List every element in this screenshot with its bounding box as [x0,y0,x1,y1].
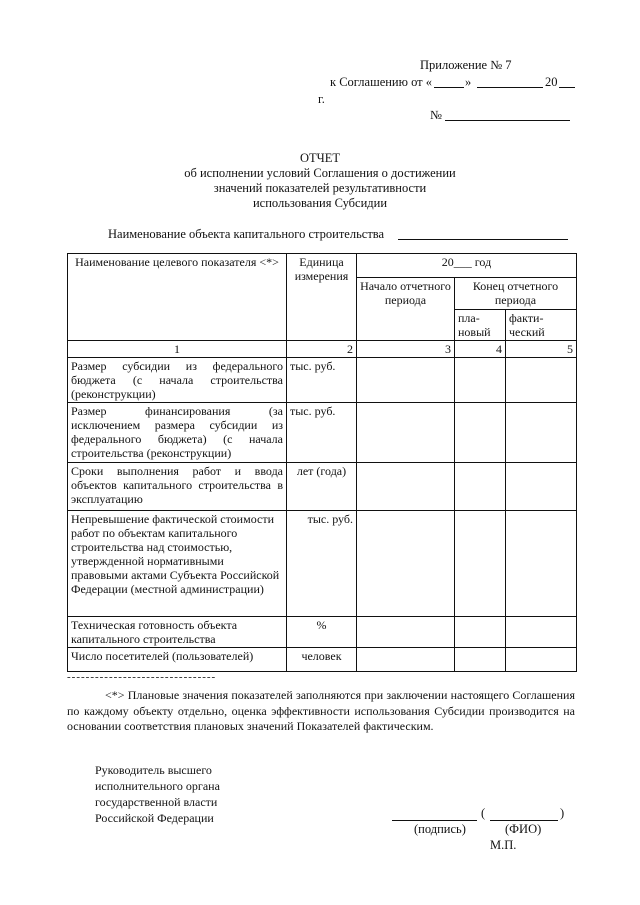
header-period-start: Начало отчетного периода [357,278,455,341]
object-name-field [398,239,568,240]
cell-actual[interactable] [506,463,577,511]
row-indicator: Размер финансирования (за исключением размера субсидии из федерального бюджета) (с начала строительства (реконструкции) [68,403,287,463]
footnote-separator: -------------------------------- [67,671,217,683]
header-indicator-name: Наименование целевого показателя <*> [68,254,287,341]
object-label: Наименование объекта капитального строительства [108,227,385,241]
fio-line[interactable] [490,820,558,821]
agreement-year: 20 [545,75,558,89]
cell-planned[interactable] [455,648,506,672]
row-unit: тыс. руб. [287,403,357,463]
cell-start[interactable] [357,358,455,403]
header-planned: пла- новый [455,310,506,341]
cell-actual[interactable] [506,403,577,463]
row-unit: человек [287,648,357,672]
header-period-end: Конец отчетного периода [455,278,577,310]
appendix-label: Приложение № 7 [420,58,512,72]
col-number: 5 [506,341,577,358]
cell-start[interactable] [357,617,455,648]
stamp-label: М.П. [490,838,517,852]
fio-paren-close: ) [560,806,565,820]
number-field [445,120,570,121]
agreement-year-field [559,87,575,88]
row-indicator: Сроки выполнения работ и ввода объектов капитального строительства в эксплуатацию [68,463,287,511]
table-row [68,463,577,511]
row-indicator: Число посетителей (пользователей) [68,648,287,672]
cell-planned[interactable] [455,403,506,463]
title-line-3: значений показателей результативности [213,181,427,195]
title-line-2: об исполнении условий Соглашения о достижении [184,166,456,180]
signer-line-2: исполнительного органа [95,779,220,793]
cell-start[interactable] [357,648,455,672]
cell-start[interactable] [357,403,455,463]
agreement-month-field [477,87,543,88]
cell-planned[interactable] [455,511,506,617]
report-title [0,151,640,211]
cell-planned[interactable] [455,463,506,511]
footnote-body: <*> Плановые значения показателей заполняются при заключении настоящего Соглашения по каждому объекту отдельно, оценка эффективности использования Субсидии производится на основании соответствия плановых значений Показателей фактическим. [67,688,575,733]
signer-block [95,762,220,826]
col-number: 2 [287,341,357,358]
indicators-table [67,253,577,672]
table-row [68,358,577,403]
title-line-1: ОТЧЕТ [299,151,341,165]
col-number: 1 [68,341,287,358]
cell-actual[interactable] [506,358,577,403]
row-unit: лет (года) [287,463,357,511]
row-unit: % [287,617,357,648]
cell-planned[interactable] [455,617,506,648]
signer-line-3: государственной власти [95,795,218,809]
table-row [68,648,577,672]
column-numbers-row [68,341,577,358]
signature-line[interactable] [392,820,477,821]
cell-start[interactable] [357,511,455,617]
row-indicator: Размер субсидии из федерального бюджета (с начала строительства (реконструкции) [68,358,287,403]
signer-line-1: Руководитель высшего [95,763,212,777]
row-indicator: Техническая готовность объекта капитального строительства [68,617,287,648]
agreement-suffix: г. [318,92,325,106]
agreement-prefix: к Соглашению от « [330,75,433,89]
title-line-4: использования Субсидии [252,196,388,210]
header-unit: Единица измерения [287,254,357,341]
col-number: 3 [357,341,455,358]
header-actual: факти- ческий [506,310,577,341]
col-number: 4 [455,341,506,358]
footnote-text [67,688,575,735]
agreement-mid: » [465,75,472,89]
cell-actual[interactable] [506,617,577,648]
cell-planned[interactable] [455,358,506,403]
table-row [68,617,577,648]
cell-actual[interactable] [506,511,577,617]
cell-start[interactable] [357,463,455,511]
table-row [68,511,577,617]
fio-paren-open: ( [481,806,486,820]
row-indicator: Непревышение фактической стоимости работ по объектам капитального строительства над стоимостью, утвержденной нормативными правовыми актами Субъекта Российской Федерации (местной администрации) [68,511,287,617]
table-row [68,403,577,463]
row-unit: тыс. руб. [287,358,357,403]
number-label: № [430,108,442,122]
header-year: 20___ год [357,254,577,278]
signature-caption: (подпись) [414,822,466,836]
cell-actual[interactable] [506,648,577,672]
row-unit: тыс. руб. [287,511,357,617]
fio-caption: (ФИО) [505,822,542,836]
signer-line-4: Российской Федерации [95,811,214,825]
agreement-day-field [434,87,464,88]
